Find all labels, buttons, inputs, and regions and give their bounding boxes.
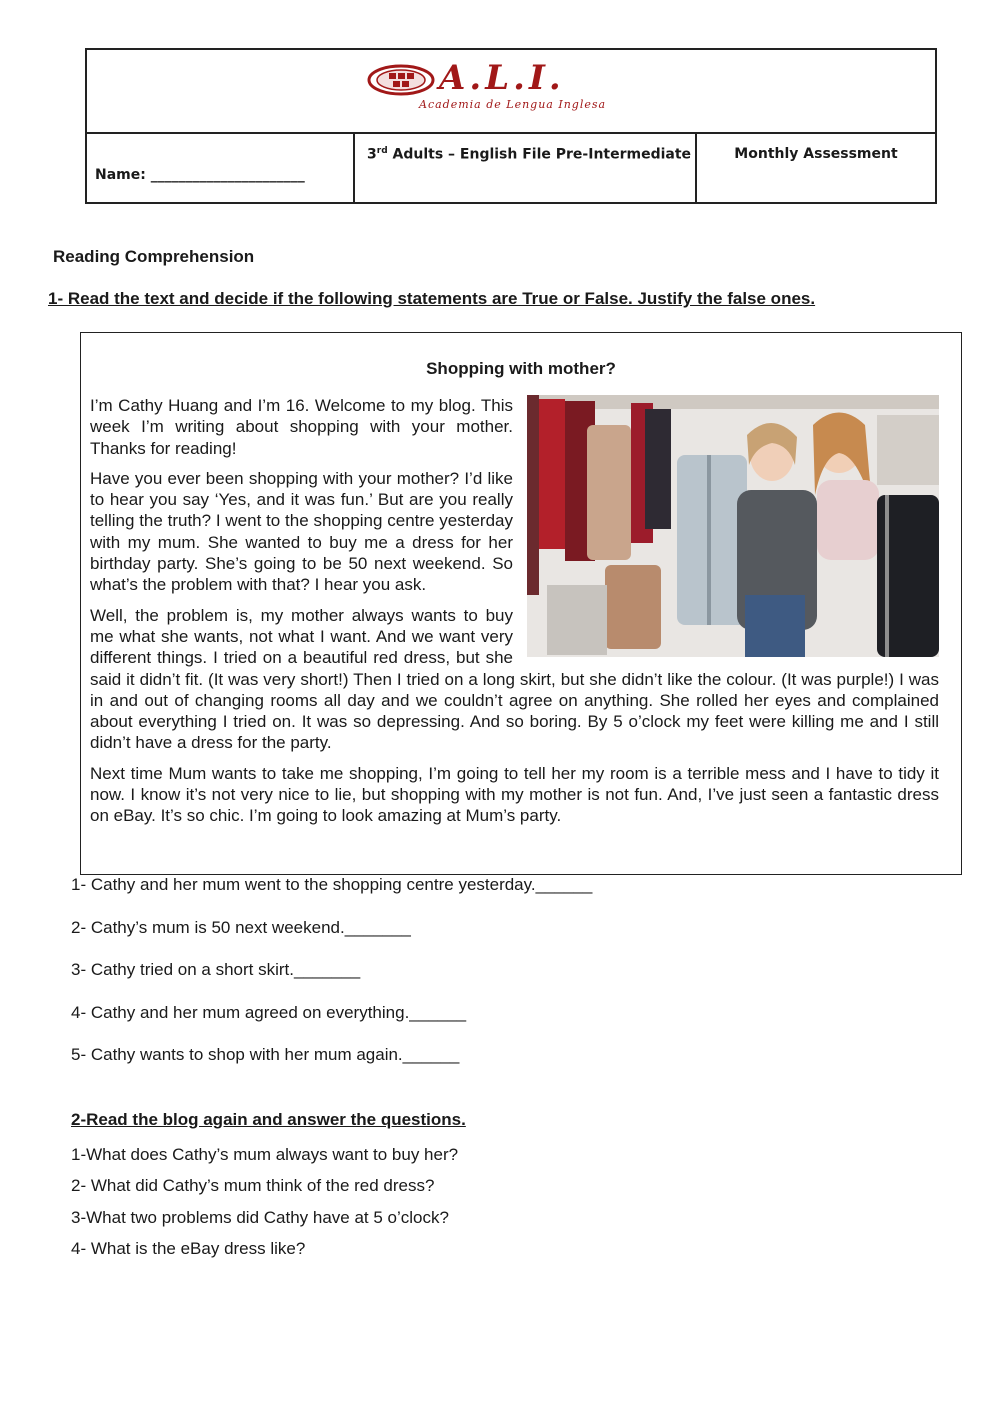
course-ordinal: 3 [367, 146, 377, 163]
info-row [87, 134, 935, 202]
blog-paragraph: Next time Mum wants to take me shopping, I’m going to tell her my room is a terrible mess and I have to tidy it now. I know it’s not very nice to lie, but shopping with my mother is not fun. And, I’ve just seen a fantastic dress on eBay. It’s so chic. I’m going to look amazing at Mum’s party. [90, 763, 939, 826]
header-table [85, 48, 937, 204]
blog-paragraph: I’m Cathy Huang and I’m 16. Welcome to my blog. This week I’m writing about shopping with your mother. Thanks for reading! [90, 396, 513, 458]
logo-text: A.L.I. [439, 58, 565, 98]
globe-icon [367, 62, 437, 98]
course-label [367, 146, 691, 163]
question-item: 2- What did Cathy’s mum think of the red dress? [71, 1176, 435, 1195]
statement-item[interactable]: 1- Cathy and her mum went to the shopping centre yesterday.______ [71, 875, 593, 894]
course-name: Adults – English File Pre-Intermediate [387, 146, 692, 163]
shopping-photo [527, 395, 939, 657]
blog-paragraph: Have you ever been shopping with your mother? I’d like to hear you say ‘Yes, and it was fun.’ But are you really telling the truth? I went to the shopping centre yesterday with my mum. She wanted to buy me a dress for her birthday party. She’s going to be 50 next weekend. So what’s the problem with that? I hear you ask. [90, 468, 513, 595]
school-logo [367, 58, 667, 118]
logo-row [87, 50, 935, 134]
statement-item[interactable]: 4- Cathy and her mum agreed on everything.______ [71, 1003, 467, 1022]
reading-box [80, 332, 962, 875]
section-title: Reading Comprehension [53, 247, 255, 266]
course-cell [355, 134, 697, 202]
blog-body [90, 395, 939, 836]
course-ordinal-suffix: rd [376, 146, 388, 156]
name-field[interactable]: Name: ______________________ [95, 167, 305, 183]
question-item: 3-What two problems did Cathy have at 5 o’clock? [71, 1208, 449, 1227]
statement-item[interactable]: 3- Cathy tried on a short skirt._______ [71, 960, 361, 979]
exercise1-instruction: 1- Read the text and decide if the following statements are True or False. Justify the false ones. [48, 289, 816, 308]
name-cell [87, 134, 355, 202]
shopping-photo-illustration [527, 395, 939, 657]
exercise2-instruction: 2-Read the blog again and answer the questions. [71, 1110, 466, 1129]
blog-paragraph: Well, the problem is, my mother always wants to buy me what she wants, not what I want. And we want very different things. I tried on a beautiful red dress, but she said it didn’t fit. (It was very short!) Then I tried on a long skirt, but she didn’t like the colour. (It was purple!) I was in and out of changing rooms all day and we couldn’t agree on anything. She rolled her eyes and complained about everything I tried on. It was so depressing. And so boring. By 5 o’clock my feet were killing me and I still didn’t have a dress for the party. [90, 605, 939, 753]
blog-title: Shopping with mother? [426, 359, 616, 378]
assessment-cell [697, 134, 935, 202]
question-item: 4- What is the eBay dress like? [71, 1239, 306, 1258]
statement-item[interactable]: 5- Cathy wants to shop with her mum again.______ [71, 1045, 460, 1064]
statement-item[interactable]: 2- Cathy’s mum is 50 next weekend._______ [71, 918, 411, 937]
question-item: 1-What does Cathy’s mum always want to buy her? [71, 1145, 459, 1164]
logo-subtitle: Academia de Lengua Inglesa [419, 98, 607, 111]
assessment-label: Monthly Assessment [734, 146, 898, 162]
